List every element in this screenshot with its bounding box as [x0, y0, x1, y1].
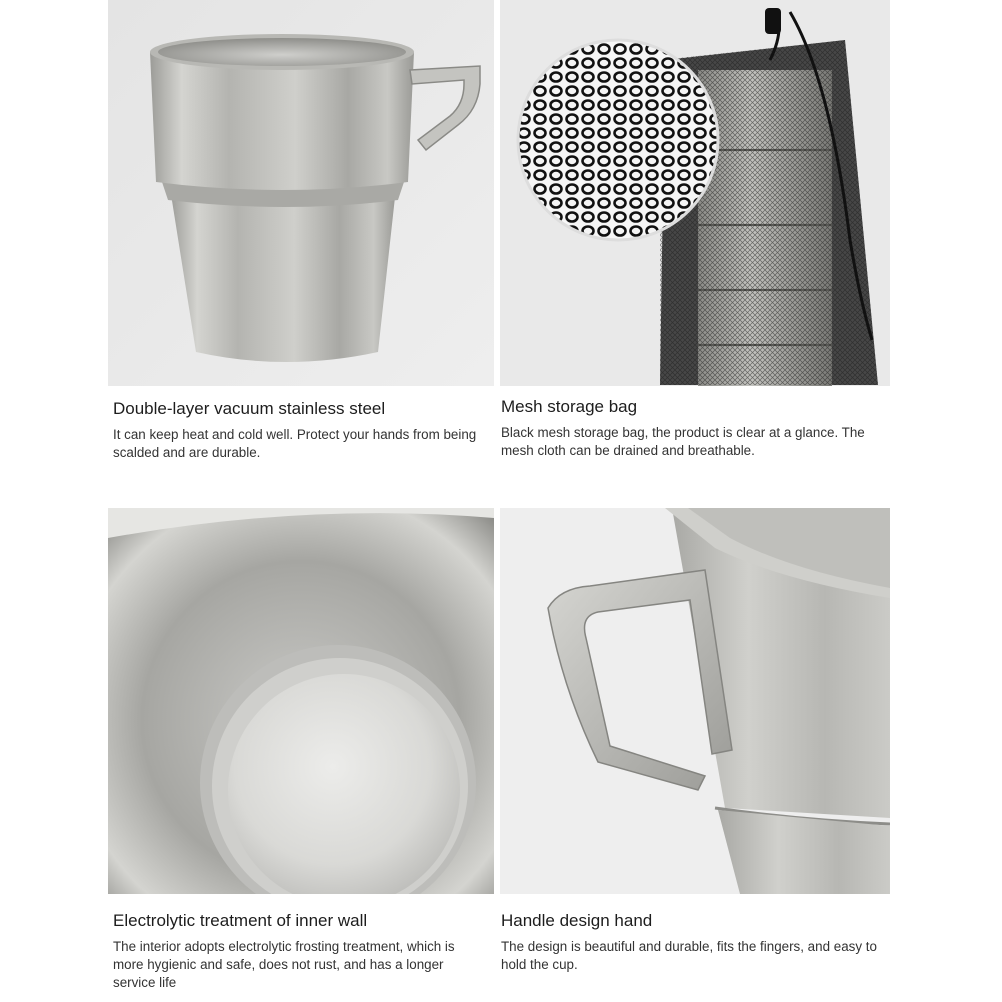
- feature-caption-vacuum-steel: [113, 399, 483, 462]
- feature-title: Handle design hand: [501, 911, 653, 930]
- feature-caption-handle: [501, 911, 881, 974]
- feature-description: It can keep heat and cold well. Protect your hands from being scalded and are durable.: [113, 427, 477, 460]
- feature-title: Electrolytic treatment of inner wall: [113, 911, 368, 930]
- mesh-bag-photo: [500, 0, 890, 386]
- feature-title: Mesh storage bag: [501, 397, 638, 416]
- feature-description: The design is beautiful and durable, fits the fingers, and easy to hold the cup.: [501, 939, 877, 972]
- mug-photo: [108, 0, 494, 386]
- inner-wall-photo: [108, 508, 494, 894]
- feature-caption-mesh-bag: [501, 397, 881, 460]
- feature-description: Black mesh storage bag, the product is clear at a glance. The mesh cloth can be drained and breathable.: [501, 425, 865, 458]
- handle-photo: [500, 508, 890, 894]
- feature-description: The interior adopts electrolytic frosting treatment, which is more hygienic and safe, does not rust, and has a longer service life: [113, 939, 455, 990]
- feature-caption-inner-wall: [113, 911, 483, 992]
- feature-title: Double-layer vacuum stainless steel: [113, 399, 386, 418]
